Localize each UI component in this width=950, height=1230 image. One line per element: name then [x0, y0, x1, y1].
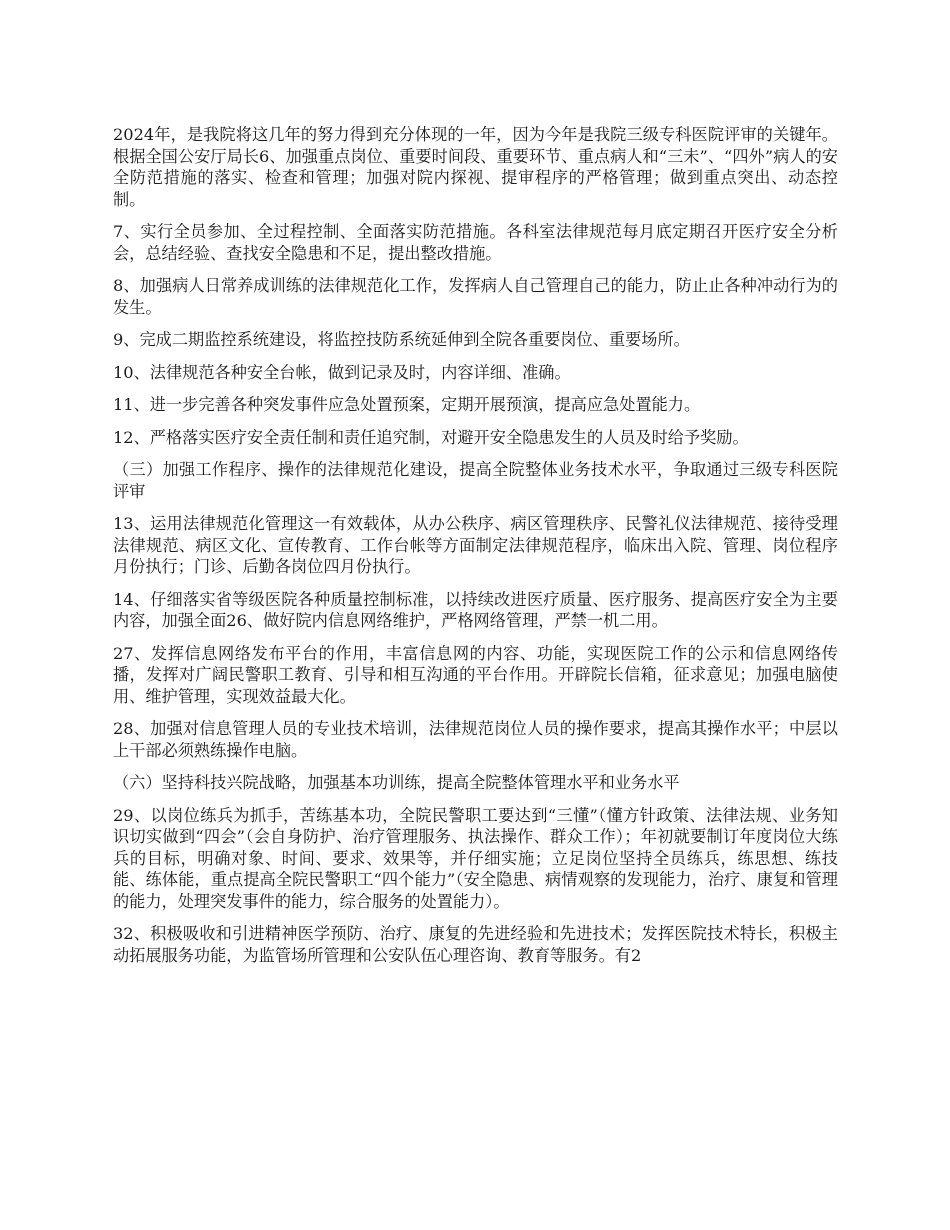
document-body [113, 124, 838, 977]
paragraph-item-27: 27、发挥信息网络发布平台的作用，丰富信息网的内容、功能，实现医院工作的公示和信息网络传播，发挥对广阔民警职工教育、引导和相互沟通的平台作用。开辟院长信箱，征求意见；加强电脑使用、维护管理，实现效益最大化。 [113, 643, 838, 706]
section-heading-3: （三）加强工作程序、操作的法律规范化建设，提高全院整体业务技术水平，争取通过三级专科医院评审 [113, 460, 838, 501]
paragraph-item-13: 13、运用法律规范化管理这一有效载体，从办公秩序、病区管理秩序、民警礼仪法律规范、接待受理法律规范、病区文化、宣传教育、工作台帐等方面制定法律规范程序，临床出入院、管理、岗位程序月份执行；门诊、后勤各岗位四月份执行。 [113, 514, 838, 576]
section-heading-6: （六）坚持科技兴院战略，加强基本功训练，提高全院整体管理水平和业务水平 [113, 773, 680, 792]
paragraph-item-11: 11、进一步完善各种突发事件应急处置预案，定期开展预演，提高应急处置能力。 [113, 395, 701, 414]
paragraph-intro: 2024年，是我院将这几年的努力得到充分体现的一年，因为今年是我院三级专科医院评审的关键年。根据全国公安厅局长6、加强重点岗位、重要时间段、重要环节、重点病人和“三未”、“四外”病人的安全防范措施的落实、检查和管理；加强对院内探视、提审程序的严格管理；做到重点突出、动态控制。 [113, 125, 838, 209]
paragraph-item-8: 8、加强病人日常养成训练的法律规范化工作，发挥病人自己管理自己的能力，防止止各种冲动行为的发生。 [113, 276, 838, 317]
paragraph-item-29: 29、以岗位练兵为抓手，苦练基本功，全院民警职工要达到“三懂”（懂方针政策、法律法规、业务知识切实做到“四会”（会自身防护、治疗管理服务、执法操作、群众工作）；年初就要制订年度岗位大练兵的目标，明确对象、时间、要求、效果等，并仔细实施；立足岗位坚持全员练兵，练思想、练技能、练体能，重点提高全院民警职工“四个能力”（安全隐患、病情观察的发现能力，治疗、康复和管理的能力，处理突发事件的能力，综合服务的处置能力）。 [113, 805, 838, 911]
paragraph-item-7: 7、实行全员参加、全过程控制、全面落实防范措施。各科室法律规范每月底定期召开医疗安全分析会，总结经验、查找安全隐患和不足，提出整改措施。 [113, 222, 838, 263]
paragraph-item-14: 14、仔细落实省等级医院各种质量控制标准，以持续改进医疗质量、医疗服务、提高医疗安全为主要内容，加强全面26、做好院内信息网络维护，严格网络管理，严禁一机二用。 [113, 589, 838, 630]
paragraph-item-12: 12、严格落实医疗安全责任制和责任追究制，对避开安全隐患发生的人员及时给予奖励。 [113, 427, 749, 447]
paragraph-item-32: 32、积极吸收和引进精神医学预防、治疗、康复的先进经验和先进技术；发挥医院技术特长，积极主动拓展服务功能，为监管场所管理和公安队伍心理咨询、教育等服务。有2 [113, 924, 838, 965]
paragraph-item-9: 9、完成二期监控系统建设，将监控技防系统延伸到全院各重要岗位、重要场所。 [113, 330, 690, 349]
paragraph-item-10: 10、法律规范各种安全台帐，做到记录及时，内容详细、准确。 [113, 362, 571, 382]
paragraph-item-28: 28、加强对信息管理人员的专业技术培训，法律规范岗位人员的操作要求，提高其操作水平；中层以上干部必须熟练操作电脑。 [113, 719, 838, 760]
